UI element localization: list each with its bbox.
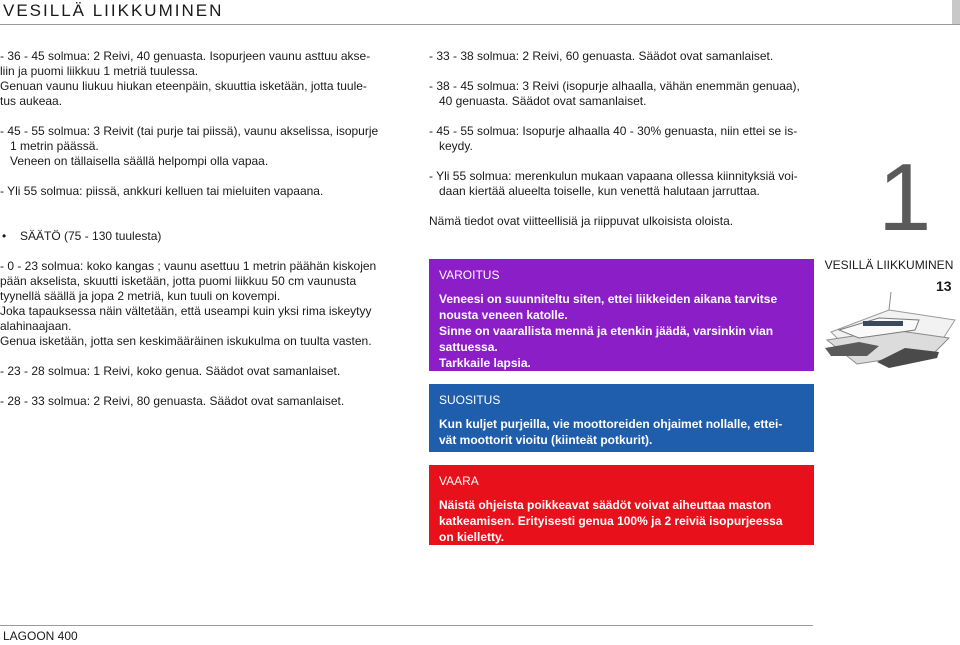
wind-23-28: - 23 - 28 solmua: 1 Reivi, koko genua. Säädot ovat samanlaiset. <box>0 364 341 378</box>
middle-column <box>429 49 814 229</box>
warning-box <box>429 259 814 371</box>
wind-0-23: - 0 - 23 solmua: koko kangas ; vaunu asettuu 1 metrin päähän kiskojen pään akselista, skuutti isketään, jotta puomi liikkuu 50 cm vaunusta tyynellä säällä ja jopa 2 metriä, kun tuuli on kovempi. Joka tapauksessa näin vältetään, että useampi kuin yksi rima iskeytyy alahinaajaan. Genua isketään, jotta sen keskimääräinen iskukulma on tuulta vasten. <box>0 259 377 348</box>
wind-label: - 33 - 38 solmua <box>429 49 516 63</box>
catamaran-illustration <box>819 290 960 370</box>
header-title: VESILLÄ LIIKKUMINEN <box>3 1 224 20</box>
wind-label: - 38 - 45 solmua <box>429 79 516 93</box>
wind-label: - 0 - 23 solmua <box>0 259 81 273</box>
wind-28-33: - 28 - 33 solmua: 2 Reivi, 80 genuasta. Säädot ovat samanlaiset. <box>0 394 345 408</box>
wind-45-55-mid: - 45 - 55 solmua: Isopurje alhaalla 40 - 30% genuasta, niin ettei se is- keydy. <box>429 124 798 153</box>
page-number: 13 <box>936 278 952 294</box>
wind-label: - 23 - 28 solmua <box>0 364 87 378</box>
wind-45-55: - 45 - 55 solmua: 3 Reivit (tai purje tai piissä), vaunu akselissa, isopurje 1 metrin päässä. Veneen on tällaisella säällä helpompi olla vapaa. <box>0 124 379 168</box>
footer-model-name: LAGOON 400 <box>3 629 78 643</box>
wind-over-55: - Yli 55 solmua: piissä, ankkuri kelluen tai mieluiten vapaana. <box>0 184 324 198</box>
warning-title: VAROITUS <box>439 268 500 282</box>
left-column <box>0 49 400 409</box>
adjustment-heading: • SÄÄTÖ (75 - 130 tuulesta) <box>2 229 162 243</box>
bullet-icon: • <box>2 229 7 243</box>
wind-label: - 36 - 45 solmua <box>0 49 87 63</box>
section-title: VESILLÄ LIIKKUMINEN <box>824 258 954 272</box>
footer-rule <box>0 625 813 626</box>
recommendation-box <box>429 384 814 452</box>
wind-33-38: - 33 - 38 solmua: 2 Reivi, 60 genuasta. Säädot ovat samanlaiset. <box>429 49 774 63</box>
danger-body: Näistä ohjeista poikkeavat säädöt voivat aiheuttaa maston katkeamisen. Erityisesti genua 100% ja 2 reiviä isopurjeessa on kielletty. <box>439 498 783 544</box>
wind-label: - 28 - 33 solmua <box>0 394 87 408</box>
recommendation-body: Kun kuljet purjeilla, vie moottoreiden ohjaimet nollalle, ettei- vät moottorit vioitu (kiinteät potkurit). <box>439 417 783 447</box>
warning-body: Veneesi on suunniteltu siten, ettei liikkeiden aikana tarvitse nousta veneen katolle. Sinne on vaarallista mennä ja etenkin jäädä, varsinkin vian sattuessa. Tarkkaile lapsia. <box>439 292 778 370</box>
chapter-number: 1 <box>878 144 932 251</box>
wind-label: - 45 - 55 solmua <box>429 124 516 138</box>
wind-label: - Yli 55 solmua <box>429 169 509 183</box>
wind-label: - 45 - 55 solmua <box>0 124 87 138</box>
recommendation-title: SUOSITUS <box>439 393 501 407</box>
wind-label: - Yli 55 solmua <box>0 184 80 198</box>
danger-title: VAARA <box>439 474 479 488</box>
danger-box <box>429 465 814 545</box>
header-corner-tab <box>952 0 960 24</box>
wind-over-55-mid: - Yli 55 solmua: merenkulun mukaan vapaana ollessa kiinnityksiä voi- daan kiertää alueelta toiselle, kun venettä halutaan jarruttaa. <box>429 169 798 198</box>
reference-note: Nämä tiedot ovat viitteellisiä ja riippuvat ulkoisista oloista. <box>429 214 734 228</box>
wind-36-45: - 36 - 45 solmua: 2 Reivi, 40 genuasta. Isopurjeen vaunu asttuu akse- liin ja puomi liikkuu 1 metriä tuulessa. Genuan vaunu liukuu hiukan eteenpäin, skuuttia isketään, jotta tuule- tus aukeaa. <box>0 49 371 108</box>
page-header <box>0 0 960 25</box>
wind-38-45: - 38 - 45 solmua: 3 Reivi (isopurje alhaalla, vähän enemmän genuaa), 40 genuasta. Säädot ovat samanlaiset. <box>429 79 800 108</box>
